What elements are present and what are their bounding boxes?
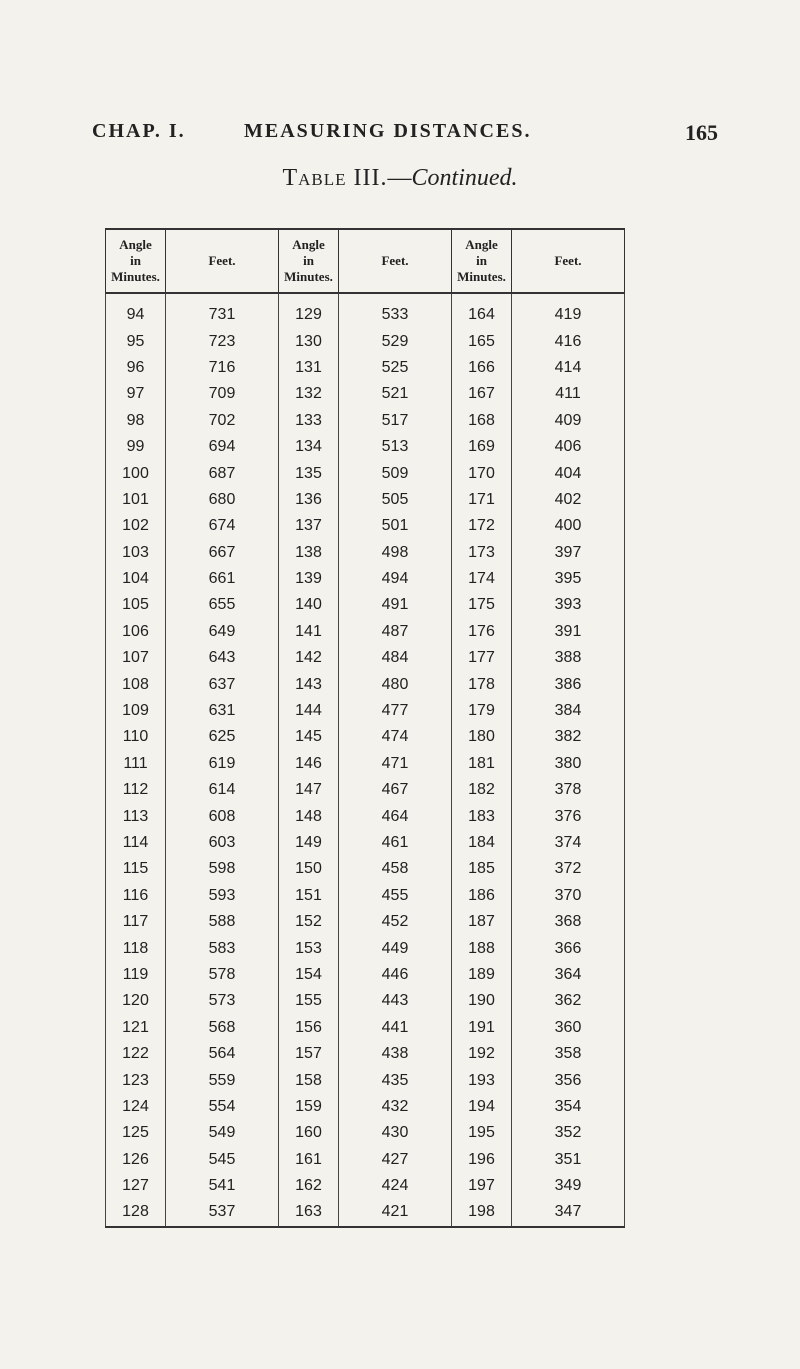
angle-cell: 149 [279,830,339,856]
header-feet: Feet. [339,229,452,293]
angle-cell: 144 [279,698,339,724]
angle-cell: 95 [106,328,166,354]
angle-cell: 173 [452,540,512,566]
feet-cell: 427 [339,1147,452,1173]
angle-cell: 196 [452,1147,512,1173]
table-row [106,1094,625,1120]
angle-cell: 171 [452,487,512,513]
feet-cell: 694 [166,434,279,460]
feet-cell: 619 [166,751,279,777]
table-row [106,355,625,381]
angle-cell: 118 [106,935,166,961]
angle-cell: 147 [279,777,339,803]
angle-cell: 155 [279,988,339,1014]
angle-cell: 165 [452,328,512,354]
feet-cell: 372 [512,856,625,882]
angle-cell: 116 [106,883,166,909]
angle-cell: 105 [106,592,166,618]
angle-cell: 164 [452,293,512,328]
angle-cell: 162 [279,1173,339,1199]
header-row [106,229,625,293]
angle-cell: 136 [279,487,339,513]
table-row [106,671,625,697]
angle-cell: 159 [279,1094,339,1120]
feet-cell: 723 [166,328,279,354]
header-angle: Angle in Minutes. [106,229,166,293]
feet-cell: 378 [512,777,625,803]
table-row [106,619,625,645]
header-feet: Feet. [512,229,625,293]
table-row [106,830,625,856]
table-row [106,328,625,354]
feet-cell: 509 [339,460,452,486]
feet-cell: 655 [166,592,279,618]
feet-cell: 441 [339,1015,452,1041]
table-row [106,962,625,988]
angle-cell: 141 [279,619,339,645]
angle-cell: 193 [452,1067,512,1093]
angle-cell: 175 [452,592,512,618]
table-row [106,698,625,724]
angle-cell: 177 [452,645,512,671]
feet-cell: 382 [512,724,625,750]
table-body [106,293,625,1227]
feet-cell: 349 [512,1173,625,1199]
feet-cell: 411 [512,381,625,407]
feet-cell: 525 [339,355,452,381]
feet-cell: 366 [512,935,625,961]
feet-cell: 674 [166,513,279,539]
angle-cell: 180 [452,724,512,750]
angle-cell: 123 [106,1067,166,1093]
angle-cell: 151 [279,883,339,909]
angle-cell: 183 [452,803,512,829]
feet-cell: 667 [166,540,279,566]
feet-cell: 498 [339,540,452,566]
angle-cell: 140 [279,592,339,618]
angle-cell: 114 [106,830,166,856]
table-row [106,883,625,909]
feet-cell: 414 [512,355,625,381]
angle-cell: 152 [279,909,339,935]
angle-cell: 139 [279,566,339,592]
angle-cell: 166 [452,355,512,381]
angle-cell: 169 [452,434,512,460]
feet-cell: 578 [166,962,279,988]
page-number: 165 [685,120,718,145]
angle-cell: 195 [452,1120,512,1146]
feet-cell: 484 [339,645,452,671]
angle-cell: 129 [279,293,339,328]
feet-cell: 362 [512,988,625,1014]
feet-cell: 545 [166,1147,279,1173]
feet-cell: 554 [166,1094,279,1120]
angle-cell: 178 [452,671,512,697]
running-head [92,120,718,150]
angle-cell: 146 [279,751,339,777]
header-angle: Angle in Minutes. [452,229,512,293]
feet-cell: 455 [339,883,452,909]
angle-cell: 192 [452,1041,512,1067]
feet-cell: 477 [339,698,452,724]
feet-cell: 354 [512,1094,625,1120]
running-title: MEASURING DISTANCES. [244,120,532,142]
angle-cell: 96 [106,355,166,381]
feet-cell: 564 [166,1041,279,1067]
table-continued: Continued. [411,165,518,191]
table-label: Table III. [282,165,388,191]
angle-cell: 100 [106,460,166,486]
angle-cell: 163 [279,1199,339,1226]
feet-cell: 370 [512,883,625,909]
feet-cell: 541 [166,1173,279,1199]
feet-cell: 709 [166,381,279,407]
table-row [106,434,625,460]
table-row [106,293,625,328]
table-row [106,1173,625,1199]
table-row [106,1147,625,1173]
angle-cell: 167 [452,381,512,407]
angle-cell: 189 [452,962,512,988]
angle-cell: 126 [106,1147,166,1173]
feet-cell: 467 [339,777,452,803]
feet-cell: 432 [339,1094,452,1120]
angle-cell: 194 [452,1094,512,1120]
angle-cell: 150 [279,856,339,882]
feet-cell: 388 [512,645,625,671]
feet-cell: 404 [512,460,625,486]
table-row [106,408,625,434]
feet-cell: 452 [339,909,452,935]
angle-cell: 104 [106,566,166,592]
table-row [106,935,625,961]
table-row [106,1199,625,1226]
feet-cell: 406 [512,434,625,460]
angle-cell: 109 [106,698,166,724]
table-row [106,856,625,882]
table-row [106,460,625,486]
angle-cell: 127 [106,1173,166,1199]
table-row [106,645,625,671]
angle-cell: 182 [452,777,512,803]
feet-cell: 397 [512,540,625,566]
angle-cell: 124 [106,1094,166,1120]
angle-cell: 94 [106,293,166,328]
feet-cell: 643 [166,645,279,671]
feet-cell: 384 [512,698,625,724]
feet-cell: 391 [512,619,625,645]
table-row [106,540,625,566]
angle-cell: 184 [452,830,512,856]
feet-cell: 533 [339,293,452,328]
angle-cell: 117 [106,909,166,935]
angle-cell: 145 [279,724,339,750]
angle-cell: 172 [452,513,512,539]
angle-cell: 176 [452,619,512,645]
feet-cell: 402 [512,487,625,513]
feet-cell: 380 [512,751,625,777]
angle-cell: 119 [106,962,166,988]
feet-cell: 446 [339,962,452,988]
table-row [106,777,625,803]
feet-cell: 474 [339,724,452,750]
feet-cell: 494 [339,566,452,592]
distance-table [105,228,625,1228]
feet-cell: 608 [166,803,279,829]
table-row [106,909,625,935]
table-row [106,1015,625,1041]
feet-cell: 661 [166,566,279,592]
feet-cell: 517 [339,408,452,434]
angle-cell: 107 [106,645,166,671]
feet-cell: 356 [512,1067,625,1093]
angle-cell: 156 [279,1015,339,1041]
angle-cell: 142 [279,645,339,671]
feet-cell: 443 [339,988,452,1014]
angle-cell: 148 [279,803,339,829]
angle-cell: 187 [452,909,512,935]
angle-cell: 158 [279,1067,339,1093]
feet-cell: 687 [166,460,279,486]
feet-cell: 430 [339,1120,452,1146]
feet-cell: 347 [512,1199,625,1226]
angle-cell: 190 [452,988,512,1014]
feet-cell: 421 [339,1199,452,1226]
angle-cell: 135 [279,460,339,486]
angle-cell: 106 [106,619,166,645]
angle-cell: 138 [279,540,339,566]
table-row [106,724,625,750]
table-row [106,751,625,777]
feet-cell: 461 [339,830,452,856]
feet-cell: 731 [166,293,279,328]
angle-cell: 111 [106,751,166,777]
feet-cell: 458 [339,856,452,882]
feet-cell: 400 [512,513,625,539]
feet-cell: 598 [166,856,279,882]
feet-cell: 513 [339,434,452,460]
angle-cell: 191 [452,1015,512,1041]
angle-cell: 174 [452,566,512,592]
feet-cell: 631 [166,698,279,724]
angle-cell: 198 [452,1199,512,1226]
feet-cell: 487 [339,619,452,645]
angle-cell: 153 [279,935,339,961]
angle-cell: 99 [106,434,166,460]
angle-cell: 154 [279,962,339,988]
angle-cell: 103 [106,540,166,566]
feet-cell: 501 [339,513,452,539]
angle-cell: 188 [452,935,512,961]
angle-cell: 132 [279,381,339,407]
feet-cell: 409 [512,408,625,434]
angle-cell: 108 [106,671,166,697]
table-row [106,803,625,829]
feet-cell: 352 [512,1120,625,1146]
angle-cell: 122 [106,1041,166,1067]
feet-cell: 614 [166,777,279,803]
feet-cell: 480 [339,671,452,697]
angle-cell: 186 [452,883,512,909]
angle-cell: 134 [279,434,339,460]
feet-cell: 374 [512,830,625,856]
angle-cell: 133 [279,408,339,434]
feet-cell: 376 [512,803,625,829]
feet-cell: 603 [166,830,279,856]
header-angle: Angle in Minutes. [279,229,339,293]
angle-cell: 181 [452,751,512,777]
feet-cell: 393 [512,592,625,618]
table-row [106,381,625,407]
feet-cell: 358 [512,1041,625,1067]
feet-cell: 386 [512,671,625,697]
angle-cell: 98 [106,408,166,434]
feet-cell: 464 [339,803,452,829]
chapter-label: CHAP. I. [92,120,186,142]
feet-cell: 680 [166,487,279,513]
table-row [106,1041,625,1067]
angle-cell: 102 [106,513,166,539]
feet-cell: 368 [512,909,625,935]
feet-cell: 549 [166,1120,279,1146]
feet-cell: 702 [166,408,279,434]
angle-cell: 97 [106,381,166,407]
angle-cell: 112 [106,777,166,803]
angle-cell: 110 [106,724,166,750]
angle-cell: 125 [106,1120,166,1146]
table-row [106,513,625,539]
angle-cell: 157 [279,1041,339,1067]
table-row [106,592,625,618]
table-row [106,988,625,1014]
feet-cell: 449 [339,935,452,961]
feet-cell: 716 [166,355,279,381]
angle-cell: 179 [452,698,512,724]
feet-cell: 438 [339,1041,452,1067]
feet-cell: 537 [166,1199,279,1226]
feet-cell: 529 [339,328,452,354]
feet-cell: 625 [166,724,279,750]
angle-cell: 121 [106,1015,166,1041]
feet-cell: 364 [512,962,625,988]
angle-cell: 115 [106,856,166,882]
feet-cell: 351 [512,1147,625,1173]
table-row [106,487,625,513]
feet-cell: 505 [339,487,452,513]
feet-cell: 435 [339,1067,452,1093]
feet-cell: 637 [166,671,279,697]
feet-cell: 360 [512,1015,625,1041]
feet-cell: 588 [166,909,279,935]
table-title [0,165,800,192]
feet-cell: 583 [166,935,279,961]
angle-cell: 185 [452,856,512,882]
angle-cell: 120 [106,988,166,1014]
angle-cell: 168 [452,408,512,434]
feet-cell: 395 [512,566,625,592]
feet-cell: 491 [339,592,452,618]
feet-cell: 416 [512,328,625,354]
angle-cell: 143 [279,671,339,697]
table-row [106,1067,625,1093]
angle-cell: 101 [106,487,166,513]
angle-cell: 197 [452,1173,512,1199]
feet-cell: 568 [166,1015,279,1041]
angle-cell: 128 [106,1199,166,1226]
feet-cell: 521 [339,381,452,407]
angle-cell: 130 [279,328,339,354]
feet-cell: 424 [339,1173,452,1199]
table-title-dash: — [387,165,412,191]
table-row [106,566,625,592]
feet-cell: 419 [512,293,625,328]
feet-cell: 471 [339,751,452,777]
feet-cell: 573 [166,988,279,1014]
feet-cell: 649 [166,619,279,645]
feet-cell: 593 [166,883,279,909]
angle-cell: 160 [279,1120,339,1146]
angle-cell: 113 [106,803,166,829]
header-feet: Feet. [166,229,279,293]
angle-cell: 170 [452,460,512,486]
angle-cell: 161 [279,1147,339,1173]
angle-cell: 137 [279,513,339,539]
feet-cell: 559 [166,1067,279,1093]
angle-cell: 131 [279,355,339,381]
table-row [106,1120,625,1146]
